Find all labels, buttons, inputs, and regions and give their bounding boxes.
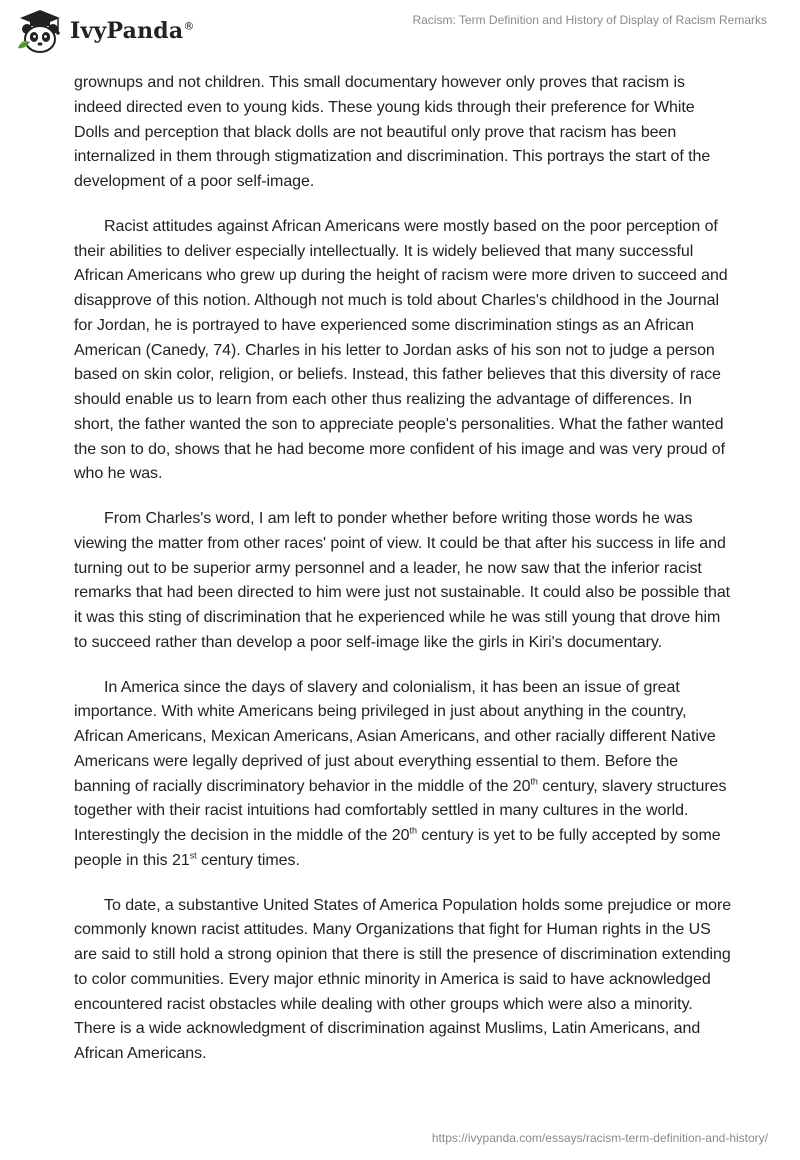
ordinal-suffix: th — [409, 825, 417, 836]
source-url[interactable]: https://ivypanda.com/essays/racism-term-definition-and-history/ — [431, 1131, 768, 1145]
page-header — [0, 0, 800, 60]
paragraph-text: Racist attitudes against African Americans were mostly based on the poor perception of their abilities to deliver especially intellectually. It is widely believed that many successful African Americans who grew up during the height of racism were more driven to succeed and disapprove of this notion. Although not much is told about Charles's childhood in the Journal for Jordan, he is portrayed to have experienced some discrimination stings as an African American (Canedy, 74). Charles in his letter to Jordan asks of his son not to judge a person based on skin color, religion, or beliefs. Instead, this father believes that this diversity of race should enable us to learn from each other thus realizing the advantage of differences. In short, the father wanted the son to appreciate people's personalities. What the father wanted the son to do, shows that he had become more confident of his image and was very proud of who he was. — [74, 217, 728, 483]
paragraph-text: grownups and not children. This small documentary however only proves that racism is indeed directed even to young kids. These young kids through their preference for White Dolls and perception that black dolls are not beautiful only prove that racism has been internalized in them through stigmatization and discrimination. This portrays the start of the development of a poor self-image. — [74, 74, 711, 190]
brand-name: IvyPanda® — [70, 18, 195, 44]
paragraph-text: To date, a substantive United States of America Population holds some prejudice or more commonly known racist attitudes. Many Organizations that fight for Human rights in the US are said to still hold a strong opinion that there is still the presence of discrimination extending to color communities. Every major ethnic minority in America is said to have acknowledged encountered racist obstacles while dealing with other groups which were also a minority. There is a wide acknowledgment of discrimination against Muslims, Latin Americans, and African Americans. — [74, 896, 732, 1062]
paragraph — [74, 676, 734, 874]
paragraph-text: century times. — [196, 851, 300, 869]
essay-body — [74, 71, 734, 1087]
paragraph — [74, 894, 734, 1067]
paragraph — [74, 215, 734, 487]
paragraph — [74, 507, 734, 656]
panda-logo-icon — [14, 8, 66, 54]
paragraph — [74, 71, 734, 195]
ordinal-suffix: th — [530, 776, 538, 787]
paragraph-text: century, slavery structures together with their racist intuitions had comfortably settled in many cultures in the world. Interestingly the decision in the middle of the 20 — [74, 777, 727, 844]
document-title: Racism: Term Definition and History of Display of Racism Remarks — [412, 13, 767, 27]
paragraph-text: From Charles's word, I am left to ponder whether before writing those words he was viewing the matter from other races' point of view. It could be that after his success in life and turning out to be superior army personnel and a leader, he now saw that the inferior racist remarks that had been directed to him were just not sustainable. It could also be possible that it was this sting of discrimination that he experienced while he was still young that drove him to succeed rather than develop a poor self-image like the girls in Kiri's documentary. — [74, 510, 731, 651]
paragraph-text: century is yet to be fully accepted by some people in this 21 — [74, 827, 721, 869]
brand-logo[interactable] — [14, 8, 195, 54]
paragraph-text: In America since the days of slavery and colonialism, it has been an issue of great importance. With white Americans being privileged in just about anything in the country, African Americans, Mexican Americans, Asian Americans, and other racially different Native Americans were legally deprived of just about everything essential to them. Before the banning of racially discriminatory behavior in the middle of the 20 — [74, 678, 716, 795]
ordinal-suffix: st — [189, 850, 197, 861]
